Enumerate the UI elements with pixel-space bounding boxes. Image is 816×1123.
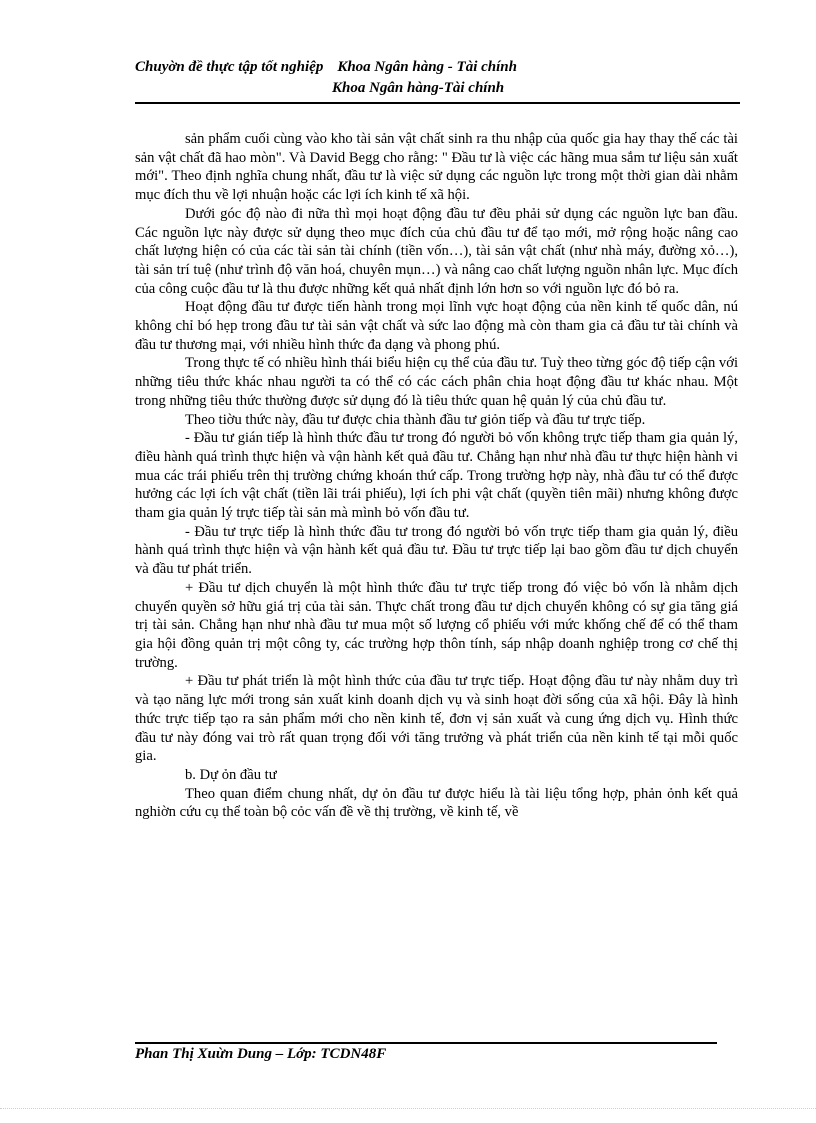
paragraph-8: + Đầu tư dịch chuyển là một hình thức đầu tư trực tiếp trong đó việc bỏ vốn là nhằm dịch chuyển quyền sở hữu giá trị của tài sản. Thực chất trong đầu tư dịch chuyển không có sự gia tăng giá trị tài sản. Chẳng hạn như nhà đầu tư mua một số lượng cổ phiếu với mức khống chế để có thể tham gia hội đồng quản trị một công ty, các trường hợp thôn tính, sáp nhập doanh nghiệp trong cơ chế thị trường. — [135, 579, 738, 671]
paragraph-6: - Đầu tư gián tiếp là hình thức đầu tư trong đó người bỏ vốn không trực tiếp tham gia quản lý, điều hành quá trình thực hiện và vận hành kết quả đầu tư. Chẳng hạn như nhà đầu tư thực hiện hành vi mua các trái phiếu trên thị trường chứng khoán thứ cấp. Trong trường hợp này, nhà đầu tư có thể được hưởng các lợi ích vật chất (tiền lãi trái phiếu), lợi ích phi vật chất (quyền tiên mãi) nhưng không được tham gia quản lý trực tiếp tài sản mà mình bỏ vốn đầu tư. — [135, 430, 738, 522]
paragraph-4: Trong thực tế có nhiều hình thái biểu hiện cụ thể của đầu tư. Tuỳ theo từng góc độ tiếp cận với những tiêu thức khác nhau người ta có thể có các cách phân chia hoạt động đầu tư khác nhau. Một trong những tiêu thức thường được sử dụng đó là tiêu thức quan hệ quản lý của chủ đầu tư. — [135, 355, 738, 409]
page-footer: Phan Thị Xuừn Dung – Lớp: TCDN48F — [135, 1046, 387, 1062]
paragraph-7: - Đầu tư trực tiếp là hình thức đầu tư trong đó người bỏ vốn trực tiếp tham gia quản lý, điều hành quá trình thực hiện và vận hành kết quả đầu tư. Đầu tư trực tiếp lại bao gồm đầu tư dịch chuyển và đầu tư phát triển. — [135, 523, 738, 578]
document-body — [135, 130, 738, 822]
paragraph-1: sản phẩm cuối cùng vào kho tài sản vật chất sinh ra thu nhập của quốc gia hay thay thế các tài sản vật chất đã hao mòn". Và David Begg cho rằng: " Đầu tư là việc các hãng mua sắm tư liệu sản xuất mới". Theo định nghĩa chung nhất, đầu tư là việc sử dụng các nguồn lực trong một thời gian dài nhằm mục đích thu về lợi nhuận hoặc các lợi ích kinh tế xã hội. — [135, 131, 738, 204]
paragraph-11: Theo quan điểm chung nhất, dự ỏn đầu tư được hiểu là tài liệu tổng hợp, phản ỏnh kết quả nghiờn cứu cụ thể toàn bộ cỏc vấn đề về thị trường, về kinh tế, về — [135, 785, 738, 821]
paragraph-3: Hoạt động đầu tư được tiến hành trong mọi lĩnh vực hoạt động của nền kinh tế quốc dân, nú không chỉ bó hẹp trong đầu tư tài sản vật chất và sức lao động mà còn tham gia cả đầu tư tài chính và đầu tư thương mại, với nhiều hình thức đa dạng và phong phú. — [135, 299, 738, 353]
paragraph-9: + Đầu tư phát triển là một hình thức của đầu tư trực tiếp. Hoạt động đầu tư này nhằm duy trì và tạo năng lực mới trong sản xuất kinh doanh dịch vụ và sinh hoạt đời sống của xã hội. Đây là hình thức trực tiếp tạo ra sản phẩm mới cho nền kinh tế, đơn vị sản xuất và cung ứng dịch vụ. Hình thức đầu tư này đóng vai trò rất quan trọng đối với tăng trưởng và phát triển của nền kinh tế tại mỗi quốc gia. — [135, 673, 738, 765]
section-heading: b. Dự ỏn đầu tư — [185, 766, 277, 783]
paragraph-5: Theo tiờu thức này, đầu tư được chia thành đầu tư giỏn tiếp và đầu tư trực tiếp. — [185, 411, 646, 428]
header-document-type: Chuyờn đề thực tập tốt nghiệp — [135, 59, 324, 75]
header-divider — [135, 102, 740, 104]
page-boundary — [0, 1108, 816, 1109]
paragraph-2: Dưới góc độ nào đi nữa thì mọi hoạt động đầu tư đều phải sử dụng các nguồn lực ban đầu. Các nguồn lực này được sử dụng theo mục đích của chủ đầu tư để tạo mới, mở rộng hoặc nâng cao chất lượng hiện có của các tài sản tài chính (tiền vốn…), tài sản vật chất (như nhà máy, đường xỏ…), tài sản trí tuệ (như trình độ văn hoá, chuyên mụn…) và nâng cao chất lượng nguồn nhân lực. Mục đích của công cuộc đầu tư là thu được những kết quả nhất định lớn hơn so với nguồn lực đó bỏ ra. — [135, 205, 738, 297]
page-header — [135, 57, 740, 99]
header-faculty: Khoa Ngân hàng - Tài chính — [337, 59, 517, 75]
header-line-1 — [135, 57, 740, 78]
footer-divider — [135, 1042, 717, 1044]
header-faculty-line-2: Khoa Ngân hàng-Tài chính — [332, 80, 505, 96]
